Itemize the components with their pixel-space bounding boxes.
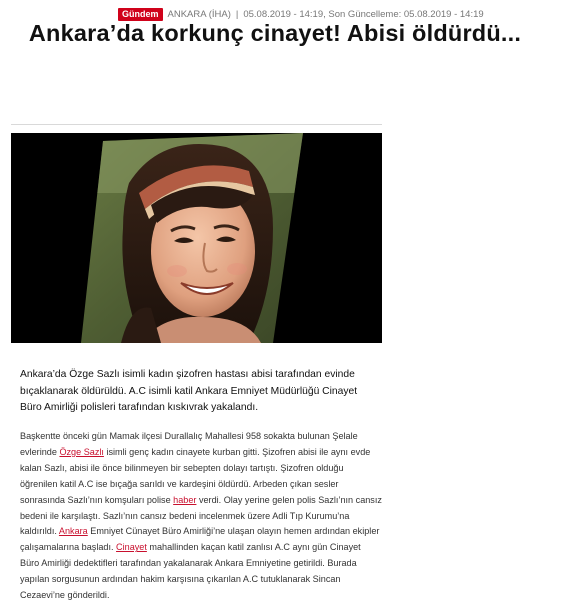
link-ozge-sazli[interactable]: Özge Sazlı xyxy=(59,446,104,457)
article-lead: Ankara’da Özge Sazlı isimli kadın şizofren hastası abisi tarafından evinde bıçaklanarak öldürüldü. A.C isimli katil Ankara Emniyet Müdürlüğü Cinayet Büro Amirliği polisleri tarafından kıskıvrak yakalandı. xyxy=(20,369,358,413)
article-source: ANKARA (İHA) xyxy=(167,9,231,20)
portrait-photo-icon xyxy=(11,133,382,343)
category-badge[interactable]: Gündem xyxy=(118,8,163,21)
body-text-segment: Emniyet Cünayet Büro Amirliği’ne ulaşan olayın hemen ardından ekipler çalışamalarına başladı. xyxy=(20,526,380,553)
article-body xyxy=(20,429,382,604)
link-haber[interactable]: haber xyxy=(173,494,197,505)
body-text-segment: Başkentte önceki gün Mamak ilçesi Durallalıç Mahallesi 958 sokakta bulunan Şelale evlerinde xyxy=(20,431,358,457)
link-cinayet[interactable]: Cinayet xyxy=(116,542,147,553)
body-text-segment: mahallinden kaçan katil zanlısı A.C aynı gün Cinayet Büro Amirliği dedektifleri tarafından yakalanarak Ankara Emniyetine getirildi. Burada yapılan sorgusunun ardından hakim karşısına çıkarılan A.C tutuklanarak Sincan Cezaevi’ne gönderildi. xyxy=(20,542,361,601)
article-dates: 05.08.2019 - 14:19, Son Güncelleme: 05.08.2019 - 14:19 xyxy=(243,9,484,20)
article-headline: Ankara’da korkunç cinayet! Abisi öldürdü... xyxy=(28,20,522,46)
link-ankara[interactable]: Ankara xyxy=(58,526,88,537)
article-photo xyxy=(11,133,382,343)
headline-divider xyxy=(11,124,382,125)
body-text-segment: verdi. Olay yerine gelen polis Sazlı’nın cansız bedeni ile karşılaştı. Sazlı’nın cansız bedeni incelenmek üzere Adli Tıp Kurumu’na kaldırıldı. xyxy=(20,494,382,537)
meta-separator: | xyxy=(235,9,239,20)
body-text-segment: isimli genç kadın cinayete kurban gitti. Şizofren abisi ile aynı evde kalan Sazlı, abisi ile önce bilinmeyen bir sebepten dolayı tartıştı. Şizofren olduğu öğrenilen katil A.C ise bıçağa sarıldı ve kardeşini öldürdü. Arbeden çıkan sesler sonrasında Sazlı’nın komşuları polise xyxy=(20,446,371,505)
